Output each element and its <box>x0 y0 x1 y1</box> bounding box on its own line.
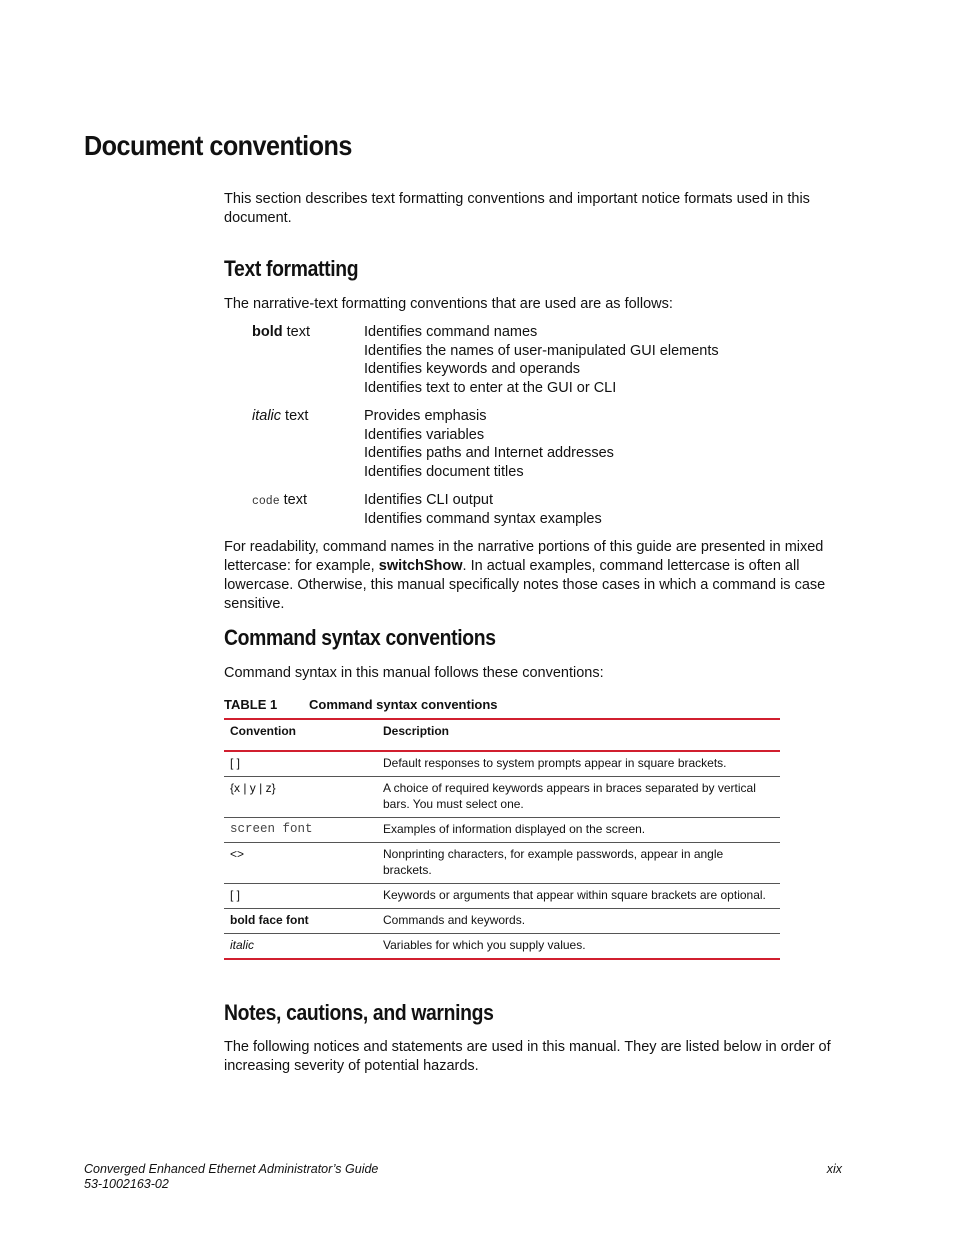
table-cell-convention: [ ] <box>230 756 241 770</box>
table-row <box>224 777 780 818</box>
table-label: TABLE 1 <box>224 697 278 712</box>
readability-text-before: For readability, command names in the narrative portions of this guide are presented in mixed lettercase: for example, <box>224 539 824 574</box>
intro-paragraph: This section describes text formatting conventions and important notice formats used in this document. <box>224 191 810 226</box>
table-cell-convention: <> <box>230 847 245 861</box>
convention-style-bold: bold <box>252 324 283 340</box>
column-header-description: Description <box>383 724 450 738</box>
text-formatting-lead: The narrative-text formatting conventions that are used are as follows: <box>224 296 673 312</box>
page-title: Document conventions <box>84 130 352 161</box>
command-syntax-lead: Command syntax in this manual follows these conventions: <box>224 665 604 681</box>
table-cell-description: Variables for which you supply values. <box>383 938 586 952</box>
table-row <box>224 909 780 934</box>
column-header-convention: Convention <box>230 724 296 738</box>
table-cell-convention: bold face font <box>230 913 309 927</box>
table-cell-convention: italic <box>230 938 255 952</box>
footer-doc-title: Converged Enhanced Ethernet Administrator’s Guide <box>84 1162 379 1176</box>
convention-lines-italic <box>364 407 614 481</box>
convention-label-italic <box>252 407 308 426</box>
convention-line: Identifies command names <box>364 324 538 340</box>
table-row <box>224 934 780 958</box>
convention-line: Identifies paths and Internet addresses <box>364 445 614 462</box>
convention-style-italic: italic <box>252 408 282 424</box>
table-cell-description: Examples of information displayed on the screen. <box>383 822 646 836</box>
convention-line: Identifies CLI output <box>364 492 493 508</box>
convention-suffix: text <box>281 408 309 424</box>
table-row <box>224 818 780 843</box>
convention-lines-bold <box>364 323 719 397</box>
footer-doc-number: 53-1002163-02 <box>84 1177 169 1191</box>
notes-paragraph: The following notices and statements are used in this manual. They are listed below in order of increasing severity of potential hazards. <box>224 1039 831 1074</box>
convention-line: Identifies variables <box>364 426 485 443</box>
convention-line: Provides emphasis <box>364 408 487 424</box>
section-heading-command-syntax: Command syntax conventions <box>224 625 496 650</box>
convention-label-code <box>252 491 307 511</box>
readability-paragraph <box>224 538 849 614</box>
table-header-row <box>224 720 780 752</box>
table-cell-description: Commands and keywords. <box>383 913 526 927</box>
convention-label-bold <box>252 323 310 342</box>
convention-line: Identifies the names of user-manipulated GUI elements <box>364 342 719 359</box>
table-row <box>224 884 780 909</box>
footer-page-number: xix <box>826 1162 842 1176</box>
table-cell-description: Default responses to system prompts appear in square brackets. <box>383 756 727 770</box>
table-cell-convention: screen font <box>230 822 313 836</box>
table-cell-convention: {x | y | z} <box>230 781 276 795</box>
table-cell-description: Keywords or arguments that appear within square brackets are optional. <box>383 888 766 902</box>
convention-style-code: code <box>252 495 280 508</box>
command-syntax-table <box>224 718 780 960</box>
section-heading-notes: Notes, cautions, and warnings <box>224 1000 494 1025</box>
convention-lines-code <box>364 491 602 528</box>
convention-line: Identifies command syntax examples <box>364 510 602 527</box>
convention-suffix: text <box>279 492 308 508</box>
convention-line: Identifies keywords and operands <box>364 361 581 378</box>
convention-line: Identifies text to enter at the GUI or CLI <box>364 379 617 396</box>
table-cell-description: Nonprinting characters, for example passwords, appear in angle brackets. <box>383 847 724 877</box>
table-cell-convention: [ ] <box>230 888 241 902</box>
table-row <box>224 752 780 777</box>
table-cell-description: A choice of required keywords appears in braces separated by vertical bars. You must select one. <box>383 781 756 811</box>
table-row <box>224 843 780 884</box>
convention-line: Identifies document titles <box>364 463 524 480</box>
table-caption <box>224 697 498 712</box>
section-heading-text-formatting: Text formatting <box>224 256 359 281</box>
table-title: Command syntax conventions <box>309 697 498 712</box>
readability-text-after: . In actual examples, command lettercase is often all lowercase. Otherwise, this manual specifically notes those cases in which a command is case sensitive. <box>224 558 826 612</box>
convention-suffix: text <box>282 324 311 340</box>
readability-command-example: switchShow <box>378 558 463 574</box>
footer-doc-info <box>84 1162 378 1192</box>
